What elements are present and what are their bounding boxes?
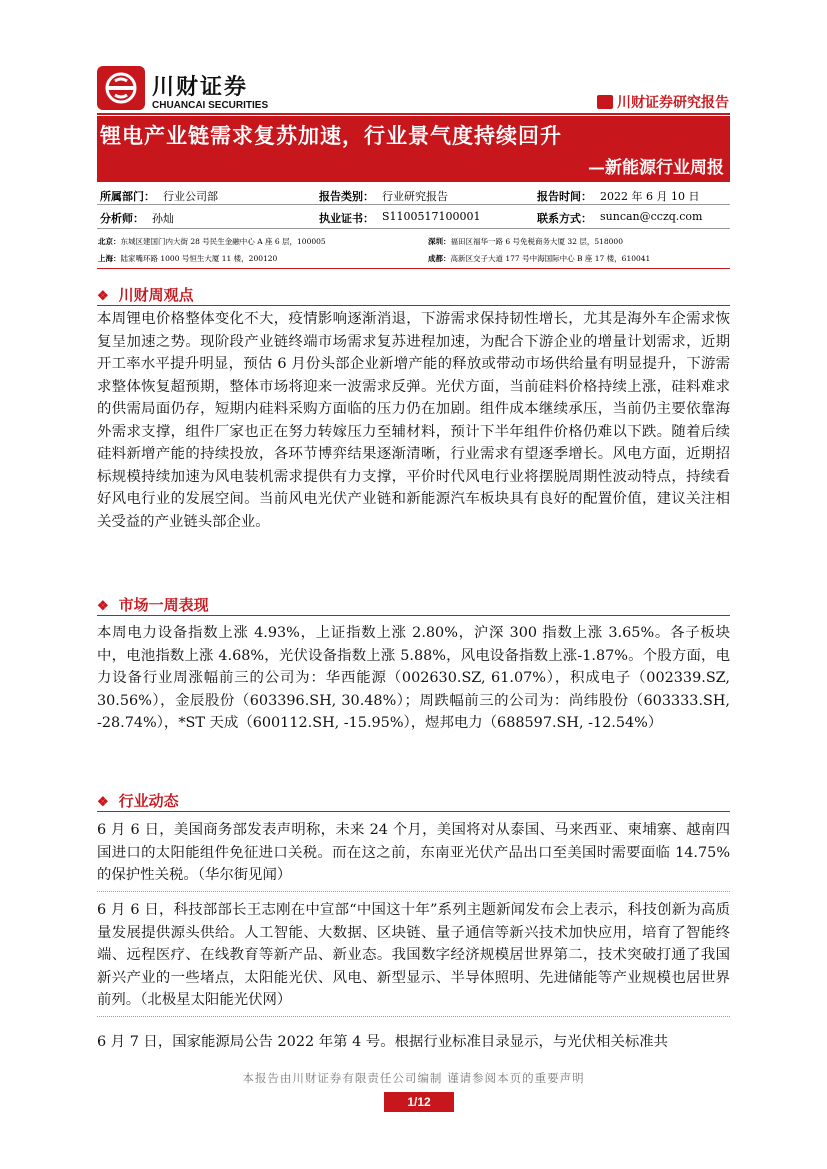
meta-divider: [97, 228, 730, 229]
company-logo-icon: [97, 66, 145, 110]
analyst-value: 孙灿: [152, 212, 174, 225]
cert-label: 执业证书：: [319, 212, 374, 225]
footer-disclaimer: 本报告由川财证券有限责任公司编制 谨请参阅本页的重要声明: [242, 1071, 585, 1085]
address-beijing: 北京：东城区建国门内大街 28 号民生金融中心 A 座 6 层，100005: [98, 237, 326, 246]
address-divider: [97, 268, 730, 269]
dept-value: 行业公司部: [163, 190, 218, 203]
section-rule: [97, 305, 730, 306]
analyst-label: 分析师：: [100, 212, 144, 225]
diamond-bullet-icon: ❖: [97, 599, 109, 614]
type-label: 报告类别：: [319, 190, 374, 203]
news-item: 6 月 6 日，科技部部长王志刚在中宣部“中国这十年”系列主题新闻发布会上表示，科技创新为高质量发展提供源头供给。人工智能、大数据、区块链、量子通信等新兴技术加快应用，培育了智能终端、远程医疗、在线教育等新产品、新业态。我国数字经济规模居世界第二，技术突破打通了我国新兴产业的一些堵点，太阳能光伏、风电、新型显示、半导体照明、先进储能等产业规模也居世界前列。（北极星太阳能光伏网）: [97, 899, 730, 1017]
diamond-bullet-icon: ❖: [97, 795, 109, 810]
address-shanghai: 上海：陆家嘴环路 1000 号恒生大厦 11 楼，200120: [98, 254, 278, 263]
page-number: 1/12: [384, 1092, 454, 1112]
contact-label: 联系方式：: [537, 212, 592, 225]
date-label: 报告时间：: [537, 190, 592, 203]
mini-logo-icon: [597, 95, 613, 109]
address-chengdu: 成都：高新区交子大道 177 号中海国际中心 B 座 17 楼，610041: [428, 254, 651, 263]
header-rule: [97, 113, 730, 115]
address-shenzhen: 深圳：福田区福华一路 6 号免税商务大厦 32 层，518000: [428, 237, 623, 246]
company-name-en: CHUANCAI SECURITIES: [152, 100, 269, 111]
cert-value: S1100517100001: [382, 210, 481, 223]
report-brand: [597, 92, 729, 112]
diamond-bullet-icon: ❖: [97, 289, 109, 304]
meta-divider: [97, 204, 730, 205]
section-industry-heading: ❖ 行业动态: [97, 792, 179, 810]
section-rule: [97, 615, 730, 616]
date-value: 2022 年 6 月 10 日: [600, 190, 700, 203]
company-name-cn: 川财证券: [152, 74, 249, 100]
report-brand-label: 川财证券研究报告: [617, 95, 729, 111]
market-paragraph: 本周电力设备指数上涨 4.93%，上证指数上涨 2.80%，沪深 300 指数上涨 3.65%。各子板块中，电池指数上涨 4.68%，光伏设备指数上涨 5.88%，风电设备指数上涨-1.87%。个股方面，电力设备行业周涨幅前三的公司为：华西能源（002630.SZ, 61.07%），积成电子（002339.SZ, 30.56%），金辰股份（603396.SH, 30.48%）；周跌幅前三的公司为：尚纬股份（603333.SH, -28.74%），*ST 天成（600112.SH, -15.95%），煜邦电力（688597.SH, -12.54%）: [97, 625, 730, 731]
contact-value: suncan@cczq.com: [600, 210, 703, 223]
news-item: 6 月 6 日，美国商务部发表声明称，未来 24 个月，美国将对从泰国、马来西亚、柬埔寨、越南四国进口的太阳能组件免征进口关税。而在这之前，东南亚光伏产品出口至美国时需要面临 14.75%的保护性关税。（华尔街见闻）: [97, 819, 730, 892]
view-paragraph: 本周锂电价格整体变化不大，疫情影响逐渐消退，下游需求保持韧性增长，尤其是海外车企需求恢复呈加速之势。现阶段产业链终端市场需求复苏进程加速，为配合下游企业的增量计划需求，近期开工率水平提升明显，预估 6 月份头部企业新增产能的释放或带动市场供给量有明显提升，下游需求整体恢复超预期，整体市场将迎来一波需求反弹。光伏方面，当前硅料价格持续上涨，硅料难求的供需局面仍存，短期内硅料采购方面临的压力仍在加剧。组件成本继续承压，当前仍主要依靠海外需求支撑，组件厂家也正在努力转嫁压力至辅材料，预计下半年组件价格仍难以下跌。随着后续硅料新增产能的持续投放，各环节博弈结果逐渐清晰，行业需求有望逐季增长。风电方面，近期招标规模持续加速为风电装机需求提供有力支撑，平价时代风电行业将摆脱周期性波动特点，持续看好风电行业的发展空间。当前风电光伏产业链和新能源汽车板块具有良好的配置价值，建议关注相关受益的产业链头部企业。: [97, 311, 730, 530]
dept-label: 所属部门：: [100, 190, 155, 203]
section-market-heading: ❖ 市场一周表现: [97, 596, 209, 614]
report-title: 锂电产业链需求复苏加速，行业景气度持续回升: [100, 123, 562, 148]
type-value: 行业研究报告: [382, 190, 448, 203]
report-subtitle: —新能源行业周报: [588, 158, 724, 178]
section-view-heading: ❖ 川财周观点: [97, 286, 194, 304]
section-rule: [97, 811, 730, 812]
news-item: 6 月 7 日，国家能源局公告 2022 年第 4 号。根据行业标准目录显示，与光伏相关标准共: [97, 1034, 669, 1050]
